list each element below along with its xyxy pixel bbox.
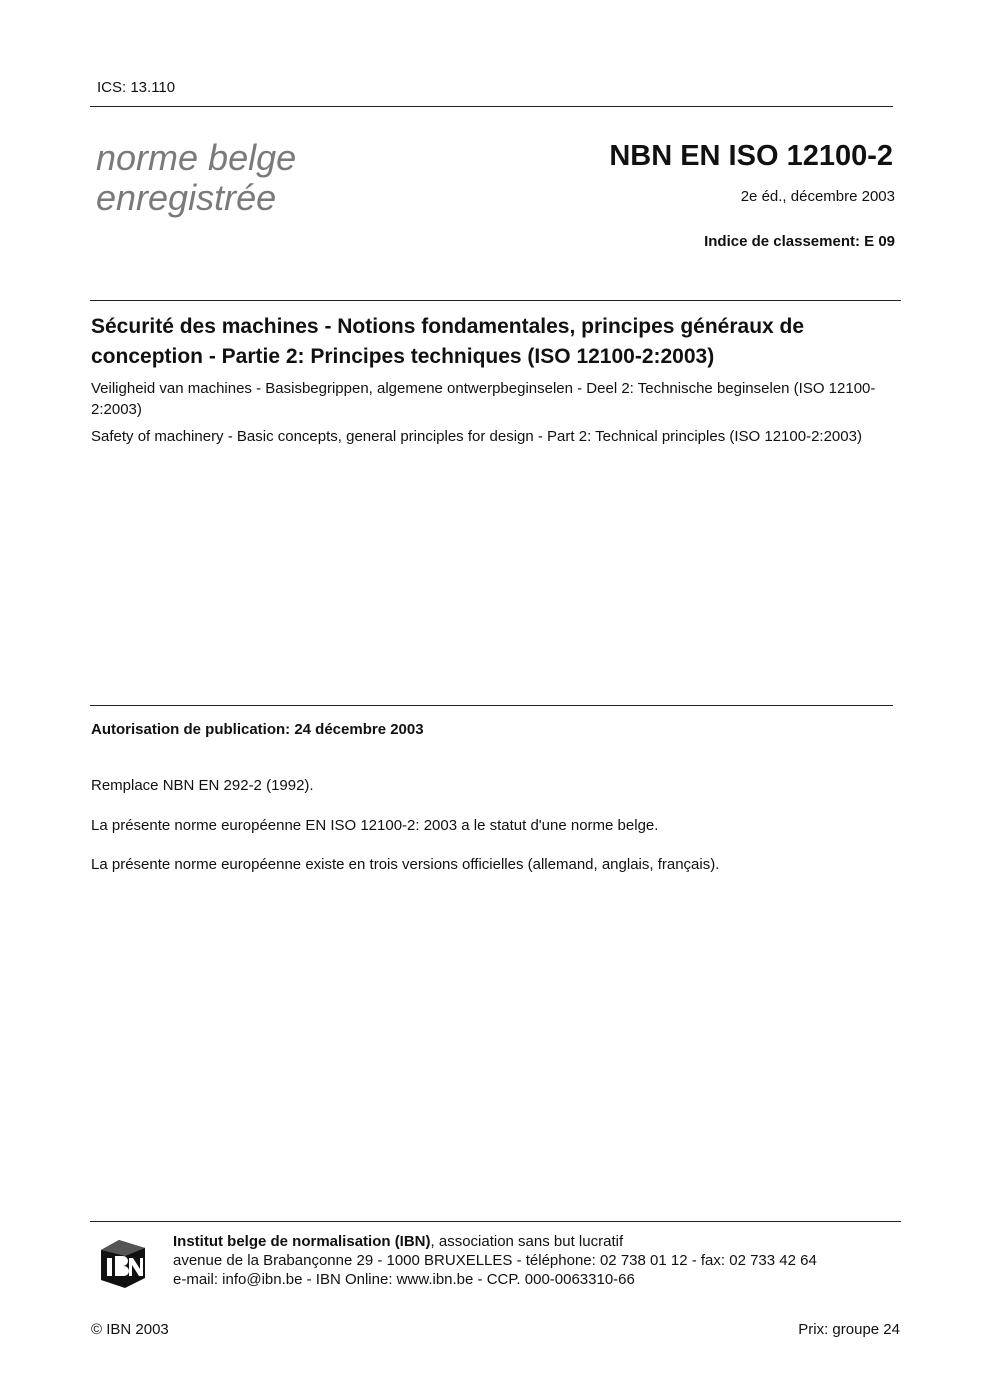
institute-line [173,1232,817,1251]
title-french: Sécurité des machines - Notions fondamentales, principes généraux de conception - Partie 2: Principes techniques (ISO 12100-2:2003) [91,315,805,368]
edition-date: 2e éd., décembre 2003 [740,188,895,205]
standard-number: NBN EN ISO 12100-2 [609,140,893,172]
title-dutch: Veiligheid van machines - Basisbegrippen, algemene ontwerpbeginselen - Deel 2: Technische beginselen (ISO 12100-2:2003) [91,380,876,418]
header-divider [90,106,893,107]
replaces-note: Remplace NBN EN 292-2 (1992). [91,777,314,794]
versions-note: La présente norme européenne existe en trois versions officielles (allemand, anglais, français). [91,856,720,873]
ibn-logo-graphic [95,1236,149,1290]
ibn-logo-icon [95,1236,149,1290]
ics-code: ICS: 13.110 [97,79,176,96]
status-note: La présente norme européenne EN ISO 12100-2: 2003 a le statut d'une norme belge. [91,817,659,834]
copyright: © IBN 2003 [91,1321,169,1338]
price-group: Prix: groupe 24 [798,1321,900,1338]
brand-line-1: norme belge [96,137,297,178]
brand-line-2: enregistrée [96,177,277,218]
institute-suffix: , association sans but lucratif [430,1233,624,1250]
footer-divider [90,1221,901,1222]
title-english: Safety of machinery - Basic concepts, general principles for design - Part 2: Technical principles (ISO 12100-2:2003) [91,428,862,445]
institute-name: Institut belge de normalisation (IBN) [173,1233,431,1250]
title-divider [90,300,901,301]
institute-address: avenue de la Brabançonne 29 - 1000 BRUXELLES - téléphone: 02 738 01 12 - fax: 02 733 42 64 [173,1252,817,1269]
publication-divider [90,705,893,706]
institute-contact: e-mail: info@ibn.be - IBN Online: www.ibn.be - CCP. 000-0063310-66 [173,1271,635,1288]
publication-authorization: Autorisation de publication: 24 décembre 2003 [91,721,424,738]
classification-index: Indice de classement: E 09 [704,233,895,250]
institute-info [173,1232,817,1289]
brand-title [96,138,296,218]
